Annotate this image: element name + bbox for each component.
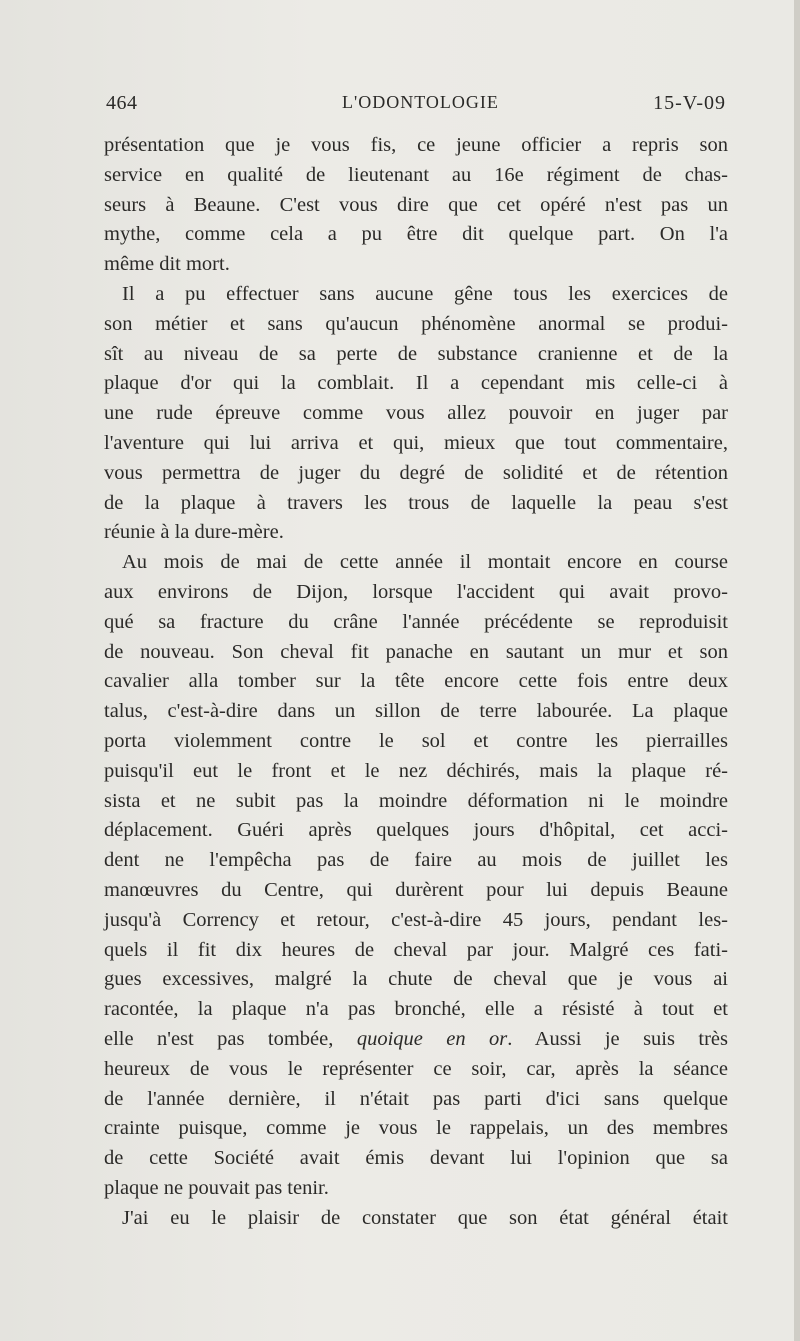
text-line: crainte puisque, comme je vous le rappelais, un des membres	[104, 1117, 728, 1140]
page-number: 464	[106, 92, 138, 114]
text-line: qué sa fracture du crâne l'année précédente se reproduisit	[104, 610, 728, 633]
text-line: aux environs de Dijon, lorsque l'accident qui avait provo-	[104, 580, 728, 603]
text-line: service en qualité de lieutenant au 16e régiment de chas-	[104, 163, 728, 186]
text-line: Il a pu effectuer sans aucune gêne tous les exercices de	[122, 282, 728, 305]
text-fragment: elle n'est pas tombée,	[104, 1027, 334, 1050]
journal-title: L'ODONTOLOGIE	[342, 92, 499, 112]
text-line: seurs à Beaune. C'est vous dire que cet opéré n'est pas un	[104, 193, 728, 216]
issue-date: 15-V-09	[653, 92, 726, 114]
text-line: de l'année dernière, il n'était pas parti d'ici sans quelque	[104, 1087, 728, 1110]
text-line: dent ne l'empêcha pas de faire au mois de juillet les	[104, 849, 728, 872]
body-text	[104, 131, 728, 1233]
text-line: plaque d'or qui la comblait. Il a cependant mis celle-ci à	[104, 372, 728, 395]
text-line: gues excessives, malgré la chute de cheval que je vous ai	[104, 968, 728, 991]
text-line: jusqu'à Corrency et retour, c'est-à-dire 45 jours, pendant les-	[104, 908, 728, 931]
text-line: présentation que je vous fis, ce jeune officier a repris son	[104, 134, 728, 156]
text-line: une rude épreuve comme vous allez pouvoir en juger par	[104, 402, 728, 425]
text-fragment: . Aussi je suis très	[507, 1027, 728, 1050]
text-line: quels il fit dix heures de cheval par jour. Malgré ces fati-	[104, 938, 728, 961]
text-line: sît au niveau de sa perte de substance cranienne et de la	[104, 342, 728, 365]
text-line: déplacement. Guéri après quelques jours d'hôpital, cet acci-	[104, 819, 728, 842]
text-line: sista et ne subit pas la moindre déformation ni le moindre	[104, 789, 728, 812]
text-line: manœuvres du Centre, qui durèrent pour lui depuis Beaune	[104, 878, 728, 901]
text-line: son métier et sans qu'aucun phénomène anormal se produi-	[104, 312, 728, 335]
text-line: de la plaque à travers les trous de laquelle la peau s'est	[104, 491, 728, 514]
text-line: cavalier alla tomber sur la tête encore cette fois entre deux	[104, 670, 728, 693]
text-line: talus, c'est-à-dire dans un sillon de terre labourée. La plaque	[104, 700, 728, 723]
running-header	[106, 92, 726, 122]
text-line: porta violemment contre le sol et contre les pierrailles	[104, 729, 728, 752]
text-line-with-italic	[104, 1025, 728, 1055]
text-line: Au mois de mai de cette année il montait encore en course	[122, 551, 728, 574]
text-line: l'aventure qui lui arriva et qui, mieux que tout commentaire,	[104, 431, 728, 454]
text-line: heureux de vous le représenter ce soir, car, après la séance	[104, 1057, 728, 1080]
text-line: puisqu'il eut le front et le nez déchirés, mais la plaque ré-	[104, 759, 728, 782]
text-line: mythe, comme cela a pu être dit quelque part. On l'a	[104, 223, 728, 246]
text-line: même dit mort.	[104, 253, 230, 276]
italic-phrase: quoique en or	[356, 1027, 508, 1050]
page-edge	[794, 0, 800, 1341]
text-line: réunie à la dure-mère.	[104, 521, 284, 544]
text-line: vous permettra de juger du degré de solidité et de rétention	[104, 461, 728, 484]
text-line: de nouveau. Son cheval fit panache en sautant un mur et son	[104, 640, 728, 663]
text-line: racontée, la plaque n'a pas bronché, elle a résisté à tout et	[104, 998, 728, 1021]
text-line: plaque ne pouvait pas tenir.	[104, 1176, 329, 1199]
text-line: J'ai eu le plaisir de constater que son état général était	[122, 1206, 728, 1229]
text-line: de cette Société avait émis devant lui l'opinion que sa	[104, 1147, 728, 1170]
